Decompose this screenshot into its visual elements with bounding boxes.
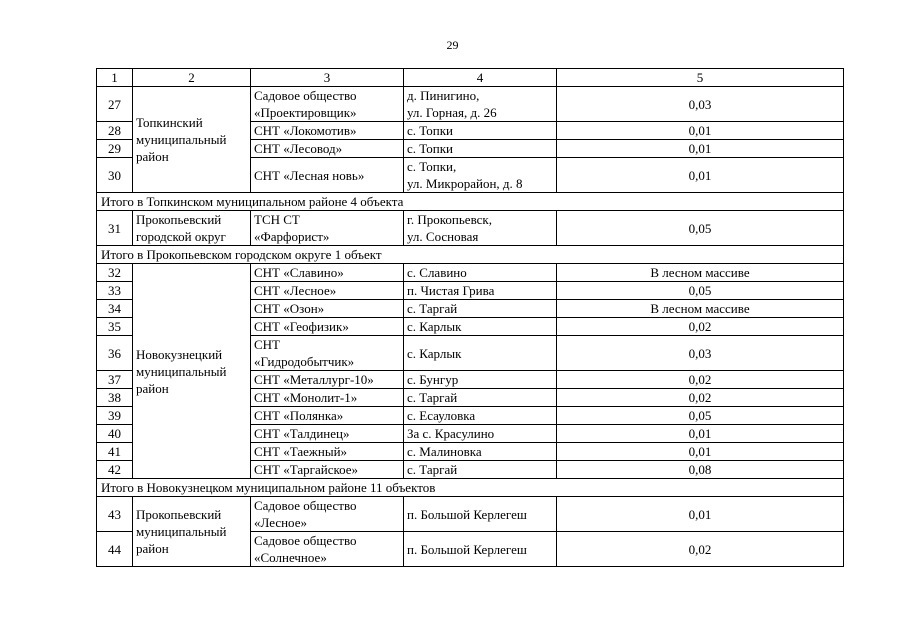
address-cell — [404, 264, 557, 282]
address-cell — [404, 443, 557, 461]
object-name-cell — [251, 282, 404, 300]
address-cell — [404, 389, 557, 407]
address-line: с. Бунгур — [407, 372, 459, 387]
column-header: 3 — [251, 69, 404, 87]
area-cell: 0,01 — [557, 122, 844, 140]
total-row — [97, 193, 844, 211]
object-name-line: Садовое общество — [254, 498, 357, 513]
area-cell: В лесном массиве — [557, 264, 844, 282]
object-name-cell — [251, 407, 404, 425]
address-cell — [404, 300, 557, 318]
row-number: 31 — [97, 211, 133, 246]
area-cell: 0,03 — [557, 87, 844, 122]
object-name-line: Садовое общество — [254, 533, 357, 548]
object-name-line: СНТ «Таежный» — [254, 444, 348, 459]
object-name-line: «Фарфорист» — [254, 229, 330, 244]
row-number: 39 — [97, 407, 133, 425]
object-name-line: СНТ «Славино» — [254, 265, 344, 280]
object-name-cell — [251, 497, 404, 532]
address-cell — [404, 318, 557, 336]
object-name-line: СНТ «Локомотив» — [254, 123, 357, 138]
object-name-line: СНТ «Лесное» — [254, 283, 337, 298]
row-number: 32 — [97, 264, 133, 282]
row-number: 36 — [97, 336, 133, 371]
area-cell: 0,01 — [557, 158, 844, 193]
object-name-line: «Солнечное» — [254, 550, 327, 565]
address-cell — [404, 158, 557, 193]
page-number: 29 — [446, 38, 459, 52]
address-line: д. Пинигино, — [407, 88, 480, 103]
address-line: с. Топки, — [407, 159, 457, 174]
table-row — [97, 497, 844, 532]
address-cell — [404, 371, 557, 389]
address-line: с. Таргай — [407, 462, 458, 477]
municipality-cell: Прокопьевский муниципальный район — [133, 497, 251, 567]
object-name-line: Садовое общество — [254, 88, 357, 103]
area-cell: 0,05 — [557, 211, 844, 246]
address-line: с. Славино — [407, 265, 467, 280]
object-name-line: СНТ «Лесовод» — [254, 141, 343, 156]
object-name-cell — [251, 371, 404, 389]
object-name-line: ТСН СТ — [254, 212, 300, 227]
total-text: Итого в Прокопьевском городском округе 1 объект — [97, 246, 844, 264]
area-cell: 0,08 — [557, 461, 844, 479]
object-name-line: СНТ «Озон» — [254, 301, 325, 316]
address-line: с. Топки — [407, 123, 453, 138]
column-header: 2 — [133, 69, 251, 87]
object-name-line: СНТ «Талдинец» — [254, 426, 350, 441]
object-name-cell — [251, 140, 404, 158]
address-cell — [404, 407, 557, 425]
column-header: 4 — [404, 69, 557, 87]
object-name-line: «Гидродобытчик» — [254, 354, 355, 369]
total-row — [97, 246, 844, 264]
row-number: 38 — [97, 389, 133, 407]
address-line: с. Топки — [407, 141, 453, 156]
address-line: ул. Горная, д. 26 — [407, 105, 497, 120]
object-name-cell — [251, 318, 404, 336]
object-name-cell — [251, 264, 404, 282]
row-number: 40 — [97, 425, 133, 443]
object-name-line: СНТ — [254, 337, 280, 352]
address-cell — [404, 282, 557, 300]
object-name-line: СНТ «Монолит-1» — [254, 390, 358, 405]
object-name-line: СНТ «Геофизик» — [254, 319, 349, 334]
municipality-cell: Топкинский муниципальный район — [133, 87, 251, 193]
address-cell — [404, 87, 557, 122]
table-body — [97, 69, 844, 567]
address-cell — [404, 461, 557, 479]
table-row — [97, 87, 844, 122]
table-row — [97, 264, 844, 282]
row-number: 41 — [97, 443, 133, 461]
total-text: Итого в Новокузнецком муниципальном районе 11 объектов — [97, 479, 844, 497]
area-cell: 0,01 — [557, 497, 844, 532]
address-line: п. Большой Керлегеш — [407, 541, 527, 557]
address-line: с. Есауловка — [407, 408, 476, 423]
row-number: 30 — [97, 158, 133, 193]
address-cell — [404, 122, 557, 140]
row-number: 44 — [97, 532, 133, 567]
address-line: ул. Микрорайон, д. 8 — [407, 176, 523, 191]
address-line: ул. Сосновая — [407, 229, 479, 244]
area-cell: 0,02 — [557, 532, 844, 567]
area-cell: 0,05 — [557, 282, 844, 300]
row-number: 37 — [97, 371, 133, 389]
area-cell: 0,01 — [557, 140, 844, 158]
row-number: 34 — [97, 300, 133, 318]
objects-table — [96, 68, 844, 567]
address-line: с. Таргай — [407, 390, 458, 405]
object-name-cell — [251, 532, 404, 567]
address-line: г. Прокопьевск, — [407, 212, 492, 227]
address-line: п. Чистая Грива — [407, 283, 495, 298]
object-name-cell — [251, 122, 404, 140]
area-cell: 0,01 — [557, 443, 844, 461]
row-number: 28 — [97, 122, 133, 140]
address-cell — [404, 211, 557, 246]
object-name-line: СНТ «Таргайское» — [254, 462, 359, 477]
object-name-cell — [251, 461, 404, 479]
object-name-line: СНТ «Полянка» — [254, 408, 344, 423]
row-number: 29 — [97, 140, 133, 158]
address-line: с. Таргай — [407, 301, 458, 316]
area-cell: 0,03 — [557, 336, 844, 371]
address-line: За с. Красулино — [407, 426, 495, 441]
row-number: 42 — [97, 461, 133, 479]
object-name-cell — [251, 443, 404, 461]
area-cell: 0,01 — [557, 425, 844, 443]
total-row — [97, 479, 844, 497]
object-name-line: «Проектировщик» — [254, 105, 357, 120]
address-cell — [404, 140, 557, 158]
object-name-line: СНТ «Лесная новь» — [254, 167, 365, 183]
address-line: п. Большой Керлегеш — [407, 506, 527, 522]
row-number: 43 — [97, 497, 133, 532]
municipality-cell: Прокопьевский городской округ — [133, 211, 251, 246]
object-name-line: «Лесное» — [254, 515, 307, 530]
address-cell — [404, 425, 557, 443]
area-cell: 0,02 — [557, 318, 844, 336]
table-row — [97, 211, 844, 246]
column-header: 1 — [97, 69, 133, 87]
row-number: 33 — [97, 282, 133, 300]
area-cell: 0,05 — [557, 407, 844, 425]
area-cell: В лесном массиве — [557, 300, 844, 318]
object-name-cell — [251, 425, 404, 443]
table-header-row — [97, 69, 844, 87]
address-cell — [404, 497, 557, 532]
address-line: с. Карлык — [407, 345, 462, 361]
municipality-cell: Новокузнецкий муниципальный район — [133, 264, 251, 479]
address-cell — [404, 336, 557, 371]
object-name-cell — [251, 300, 404, 318]
total-text: Итого в Топкинском муниципальном районе 4 объекта — [97, 193, 844, 211]
object-name-line: СНТ «Металлург-10» — [254, 372, 374, 387]
column-header: 5 — [557, 69, 844, 87]
object-name-cell — [251, 158, 404, 193]
object-name-cell — [251, 87, 404, 122]
object-name-cell — [251, 211, 404, 246]
address-line: с. Малиновка — [407, 444, 482, 459]
address-cell — [404, 532, 557, 567]
object-name-cell — [251, 389, 404, 407]
area-cell: 0,02 — [557, 389, 844, 407]
area-cell: 0,02 — [557, 371, 844, 389]
address-line: с. Карлык — [407, 319, 462, 334]
row-number: 27 — [97, 87, 133, 122]
object-name-cell — [251, 336, 404, 371]
row-number: 35 — [97, 318, 133, 336]
